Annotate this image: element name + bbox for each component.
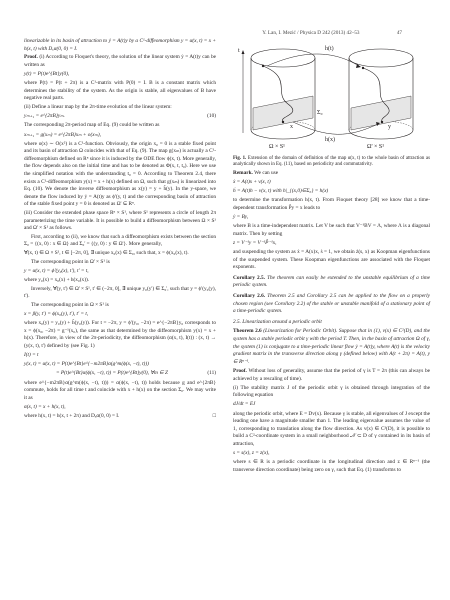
equation: ẋ = A(t)x + v(x, t) (233, 178, 271, 185)
remark-label: Remark. (233, 169, 253, 176)
paragraph: where x₀(y) = y₀(y) + h̃(y₀(y)). For t = −2π, y = ϕ'(y₀, −2π) = e^{−2πB}y₀ corresponds to x = ϕ(x₀, −2π) = g⁻¹(x₀), the same as that determined by the diffeomorphism y(x) = x + h(x). Therefore, in view of the 2π-periodicity, the diffeomorphism (α(x, t), I(t)) : (x, t) → (y(x, t), t') defined by (see Fig. 1) (24, 320, 216, 349)
equation-10: yₘ₊₁ = e^{2πB}yₘ. (10) (24, 113, 216, 120)
running-header (262, 30, 402, 36)
paragraph: and suspending the system as ẋ = A(x)x, ṡ = 1, we obtain ż(s, x) as Koopman eigenfunctions of the suspended system. These Koopman eigenfunctions are associated with the Floquet exponents. (233, 249, 430, 271)
equation: I(t) = t (24, 352, 39, 359)
equation: ẏ = By, (233, 213, 249, 220)
paragraph: to determine the transformation h(x, t). From Floquet theory [28] we know that a time-dependent transformation P̃y = x leads to (233, 197, 430, 211)
equation-11b: = P(t)e^{Bt}α(ϕ(x, −t), t)) = P(t)e^{Bt}y(0), ∀m ∈ Z (11) (56, 370, 216, 377)
paragraph: where P(t) = P(t + 2π) is a C¹-matrix with P(0) = I. B is a constant matrix which determines the stability of the system. As the origin is stable, all eigenvalues of B have negative real parts. (24, 80, 216, 102)
paragraph: Remark. We can use (233, 169, 279, 176)
equation-11a: y(x, t) = α(x, t) = P(t)e^{Bt}e^{−m2πB}α(g^m(ϕ(x, −t), t))) (24, 361, 149, 368)
paragraph: (ii) Define a linear map by the 2π-time evolution of the linear system: (24, 103, 172, 110)
paragraph: where h(x, t) = h(x, t + 2π) and Dₓα(0, 0) = I. □ (24, 413, 216, 420)
section-title: 2.5. Linearization around a periodic orbit (233, 318, 322, 325)
equation: xₘ₊₁ = g(xₘ) = e^{2πB}xₘ + o(xₘ), (24, 131, 101, 138)
cylinder-top (349, 49, 413, 67)
label-omega-prime-s1: Ω' × S¹ (367, 144, 385, 150)
figure-caption: Fig. 1. Extension of the domain of definition of the map α(x, t) to the whole basin of attraction as analytically shown in Eq. (11), based on periodicity and commutativity. (233, 156, 430, 168)
equation: y = α(x, t) = ϕ'(y₀(x), t'), t' = t, (24, 267, 89, 274)
paragraph: where y₀(x) = x₀(x) + h(x₀(x)). (24, 276, 90, 283)
equation: x = β(y, t') = ϕ(x₀(y), t'), t' = t, (24, 310, 89, 317)
label-ht: h(t) (325, 46, 334, 52)
qed-mark: □ (212, 413, 216, 420)
figure-1 (233, 38, 430, 156)
mapping-arrow (267, 54, 359, 66)
equation: ḣ = A(t)h − v(x, t) with h|_{(x,0)∈Σ₀} = h(x) (233, 187, 329, 194)
page-number: 47 (396, 30, 402, 36)
figure-1-diagram (233, 38, 430, 156)
equation-number: (10) (207, 113, 216, 120)
paragraph: The corresponding point in Ω' × S¹ is (31, 258, 110, 265)
label-omega-s1: Ω × S¹ (269, 144, 285, 150)
cylinder-bottom (251, 130, 315, 139)
time-axis-arrow (242, 50, 245, 54)
paragraph: (i) The stability matrix J of the periodic orbit γ is obtained through integration of the following equation (233, 384, 430, 399)
paragraph: (iii) Consider the extended phase space Rⁿ × S¹, where S¹ represents a circle of length 2π parameterizing the time variable. It is possible to build a diffeomorphism between Ω × S¹ and Ω' × S¹ as follows. (24, 210, 216, 232)
paragraph: Proof. Without loss of generality, assume that the period of γ is T = 2π (this can always be achieved by a rescaling of time). (233, 368, 430, 382)
corollary-2-6: Corollary 2.6. Theorem 2.5 and Corollary 2.5 can be applied to the flow on a properly chosen region (see Corollary 2.2) of the stable or unstable manifold of a stationary point of a time-periodic system. (233, 293, 430, 315)
equation: α(x, t) = x + h(x, t), (24, 404, 66, 411)
label-x: x (290, 124, 293, 130)
paragraph: Proof. (i) According to Floquet's theory, the solution of the linear system ẏ = A(t)y can be written as (24, 54, 217, 68)
running-title: Y. Lan, I. Mezić / Physica D 242 (2013) 42–53 (262, 30, 360, 36)
paragraph: where e^{−m2πB}α(g^m(ϕ(x, −t), t))) = α(ϕ(x, −t), t)) holds because g and e^{2πB} commute, holds for all time t and coincide with x + h(x) on the section Σ₀. We may write it as (24, 379, 216, 401)
paragraph: linearizable in its basin of attraction to ẏ = A(t)y by a C¹-diffeomorphism y = α(x, t) = x + h(x, t) with Dₓα(0, 0) = I. (24, 38, 216, 52)
left-column (24, 38, 216, 422)
paragraph: along the periodic orbit, where E = Dv(x). Because γ is stable, all eigenvalues of J except the leading one have a magnitude smaller than 1. The leading eigenvalue assumes the value of 1, corresponding to translation along the flow direction. As v(x) ∈ C²(D), it is possible to build a C²-coordinate system in a small neighborhood 𝒩 ⊂ D of γ contained in its basin of attraction, (233, 410, 430, 447)
trajectory-point (381, 121, 383, 123)
cylinder-top (251, 49, 315, 67)
corollary-2-5: Corollary 2.5. The theorem can easily be extended to the unstable equilibrium of a time periodic system. (233, 274, 431, 289)
equation: y(t) = P(t)e^{Bt}y(0), (24, 70, 70, 77)
label-hx: h(x) (325, 137, 335, 143)
paragraph: The corresponding point in Ω × S¹ is (31, 301, 109, 308)
paragraph: where s ∈ R is a periodic coordinate in the longitudinal direction and z ∈ Rⁿ⁻¹ (the transverse direction coordinate) being zero on γ, such that Eq. (1) transforms to (233, 459, 430, 473)
theorem-2-6: Theorem 2.6 (Linearization for Periodic Orbit). Suppose that in (1), v(x) ∈ C²(D), and the system has a stable periodic orbit γ with the period T. Then, in the basin of attraction Ω of γ, the system (1) is conjugate to a time-periodic linear flow ẏ = A(t)y, where A(t) is the velocity gradient matrix in the transverse direction along γ (defined below) with A(t + 2π) = A(t), y ∈ Rⁿ⁻¹. (233, 328, 431, 365)
trajectory-point (262, 65, 264, 67)
paragraph: The corresponding 2π-period map of Eq. (9) could be written as (24, 122, 160, 129)
paragraph: ∀(x, t) ∈ Ω × S¹, t ∈ [−2π, 0], ∃ unique x₀(x) ∈ Σ₀, such that, x = ϕ(x₀(x), t). (24, 250, 189, 256)
section-plane (253, 96, 313, 130)
label-sigma0: Σ₀ (317, 110, 323, 116)
proof-label: Proof. (233, 368, 247, 375)
label-t: t (238, 48, 240, 54)
paragraph: where o(x) ∼ O(x²) is a C¹-function. Obviously, the origin x₀ = 0 is a stable fixed point and its basin of attraction Ω coincides with that of Eq. (9). The map g(xₘ) is actually a C¹-diffeomorphism defined on Rⁿ since it is induced by the ODE flow ϕ(x, t). More generally, the flow depends also on the initial time and has to be denoted as Φ(x, t, t₀). Here we use the simplified notation with the understanding t₀ = 0. According to Theorem 2.4, there exists a C¹-diffeomorphism y(x) = x + h(x) defined on Ω, such that g(xₘ) is linearized into Eq. (10). We denote the inverse diffeomorphism as x(y) = y + h̃(y). In the y-space, we denote the flow induced by ẏ = A(t)y as ϕ'(y, t) and the corresponding basin of attraction of the stable fixed point y = 0 is denoted as Ω' ⊆ Rⁿ. (24, 140, 217, 208)
equation-number: (11) (207, 370, 216, 377)
equation: z = V⁻¹y = V⁻¹P̃⁻¹x, (233, 239, 277, 246)
equation: dJ/dt = EJ (233, 401, 256, 408)
proof-label: Proof. (24, 54, 38, 61)
equation: s = s(x), z = z(x), (233, 450, 270, 457)
trajectory-point (362, 67, 364, 69)
paragraph: First, according to (ii), we know that such a diffeomorphism exists between the section Σ₀ = {(x, 0) : x ∈ Ω} and Σ₀' = {(y, 0) : y ∈ Ω'}. More generally, (24, 233, 216, 248)
paragraph: Inversely, ∀(y, t') ∈ Ω' × S¹, t' ∈ (−2π, 0], ∃ unique y₀(y') ∈ Σ₀', such that y = ϕ'(y₀(y), t'). (24, 285, 216, 300)
trajectory-point (282, 121, 284, 123)
paragraph: where B is a time-independent matrix. Let V be such that V⁻¹BV = Λ, where Λ is a diagonal matrix. Then by setting (233, 223, 430, 237)
right-column (233, 38, 430, 476)
label-y: y (388, 124, 391, 130)
section-plane (351, 96, 411, 130)
